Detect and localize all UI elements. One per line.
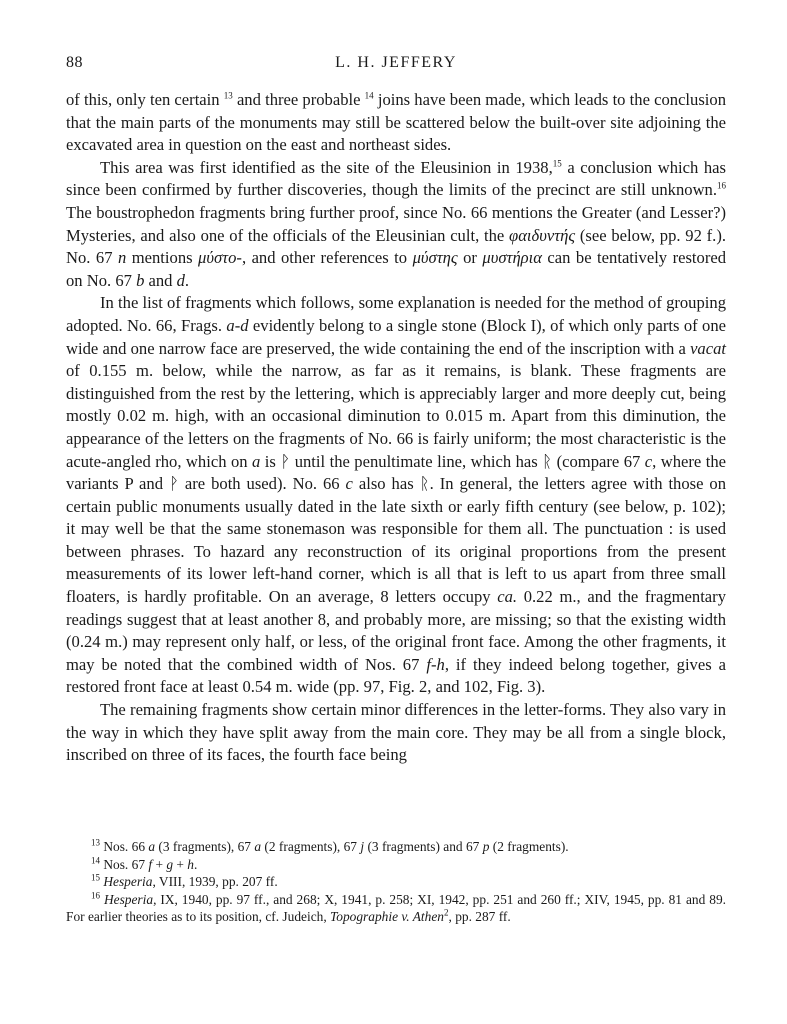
footnote: $^{16}$ Hesperia, IX, 1940, pp. 97 ff., and 268; X, 1941, p. 258; XI, 1942, pp. 251 and 260 ff.; XIV, 1945, pp. 81 and 89. For earlier theories as to its position, cf. Judeich, Topographie v. Athen$^2$, pp. 287 ff.: [66, 890, 726, 924]
page-header: [66, 54, 726, 78]
paragraph: In the list of fragments which follows, some explanation is needed for the method of grouping adopted. No. 66, Frags. a-d evidently belong to a single stone (Block I), of which only parts of one wide and one narrow face are preserved, the wide containing the end of the inscription with a vacat of 0.155 m. below, while the narrow, as far as it remains, is blank. These fragments are distinguished from the rest by the lettering, which is appreciably larger and more deeply cut, being mostly 0.02 m. high, with an occasional diminution to 0.015 m. Apart from this diminution, the appearance of the letters on the fragments of No. 66 is fairly uniform; the most characteristic is the acute-angled rho, which on a is ᚹ until the penultimate line, which has ᚱ (compare 67 c, where the variants P and ᚹ are both used). No. 66 c also has ᚱ. In general, the letters agree with those on certain public monuments usually dated in the late sixth or early fifth century (see below, p. 102); it may well be that the same stonemason was responsible for them all. The punctuation : is used between phrases. To hazard any reconstruction of its original proportions from the present measurements of its lower left-hand corner, which is all that is left to us apart from three small floaters, is hardly profitable. On an average, 8 letters occupy ca. 0.22 m., and the fragmentary readings suggest that at least another 8, and probably more, are missing; so that the existing width (0.24 m.) may represent only half, or less, of the original front face. Among the other fragments, it may be noted that the combined width of Nos. 67 f-h, if they indeed belong together, gives a restored front face at least 0.54 m. wide (pp. 97, Fig. 2, and 102, Fig. 3).: [66, 293, 727, 697]
footnote: $^{13}$ Nos. 66 a (3 fragments), 67 a (2 fragments), 67 j (3 fragments) and 67 p (2 fragments).: [91, 837, 569, 854]
footnote: $^{14}$ Nos. 67 f + g + h.: [91, 855, 198, 872]
running-head: L. H. JEFFERY: [335, 54, 457, 71]
paragraph: The remaining fragments show certain minor differences in the letter-forms. They also vary in the way in which they have split away from the main core. They may be all from a single block, inscribed on three of its faces, the fourth face being: [66, 700, 726, 765]
footnotes: [66, 838, 726, 926]
paragraph: of this, only ten certain $^{13}$ and three probable $^{14}$ joins have been made, which leads to the conclusion that the main parts of the monuments may still be scattered below the built-over site adjoining the excavated area in question on the east and northeast sides.: [66, 90, 727, 155]
page-number: 88: [66, 54, 83, 71]
body-text: [66, 89, 726, 767]
paragraph: This area was first identified as the site of the Eleusinion in 1938,15 a conclusion which has since been confirmed by further discoveries, though the limits of the precinct are still unknown.$^{16}$ The boustrophedon fragments bring further proof, since No. 66 mentions the Greater (and Lesser?) Mysteries, and also one of the officials of the Eleusinian cult, the φαιδυντής (see below, pp. 92 f.). No. 67 n mentions μύστο-, and other references to μύστης or μυστήρια can be tentatively restored on No. 67 b and d.: [66, 157, 727, 290]
footnote: $^{15}$ Hesperia, VIII, 1939, pp. 207 ff.: [91, 872, 278, 889]
